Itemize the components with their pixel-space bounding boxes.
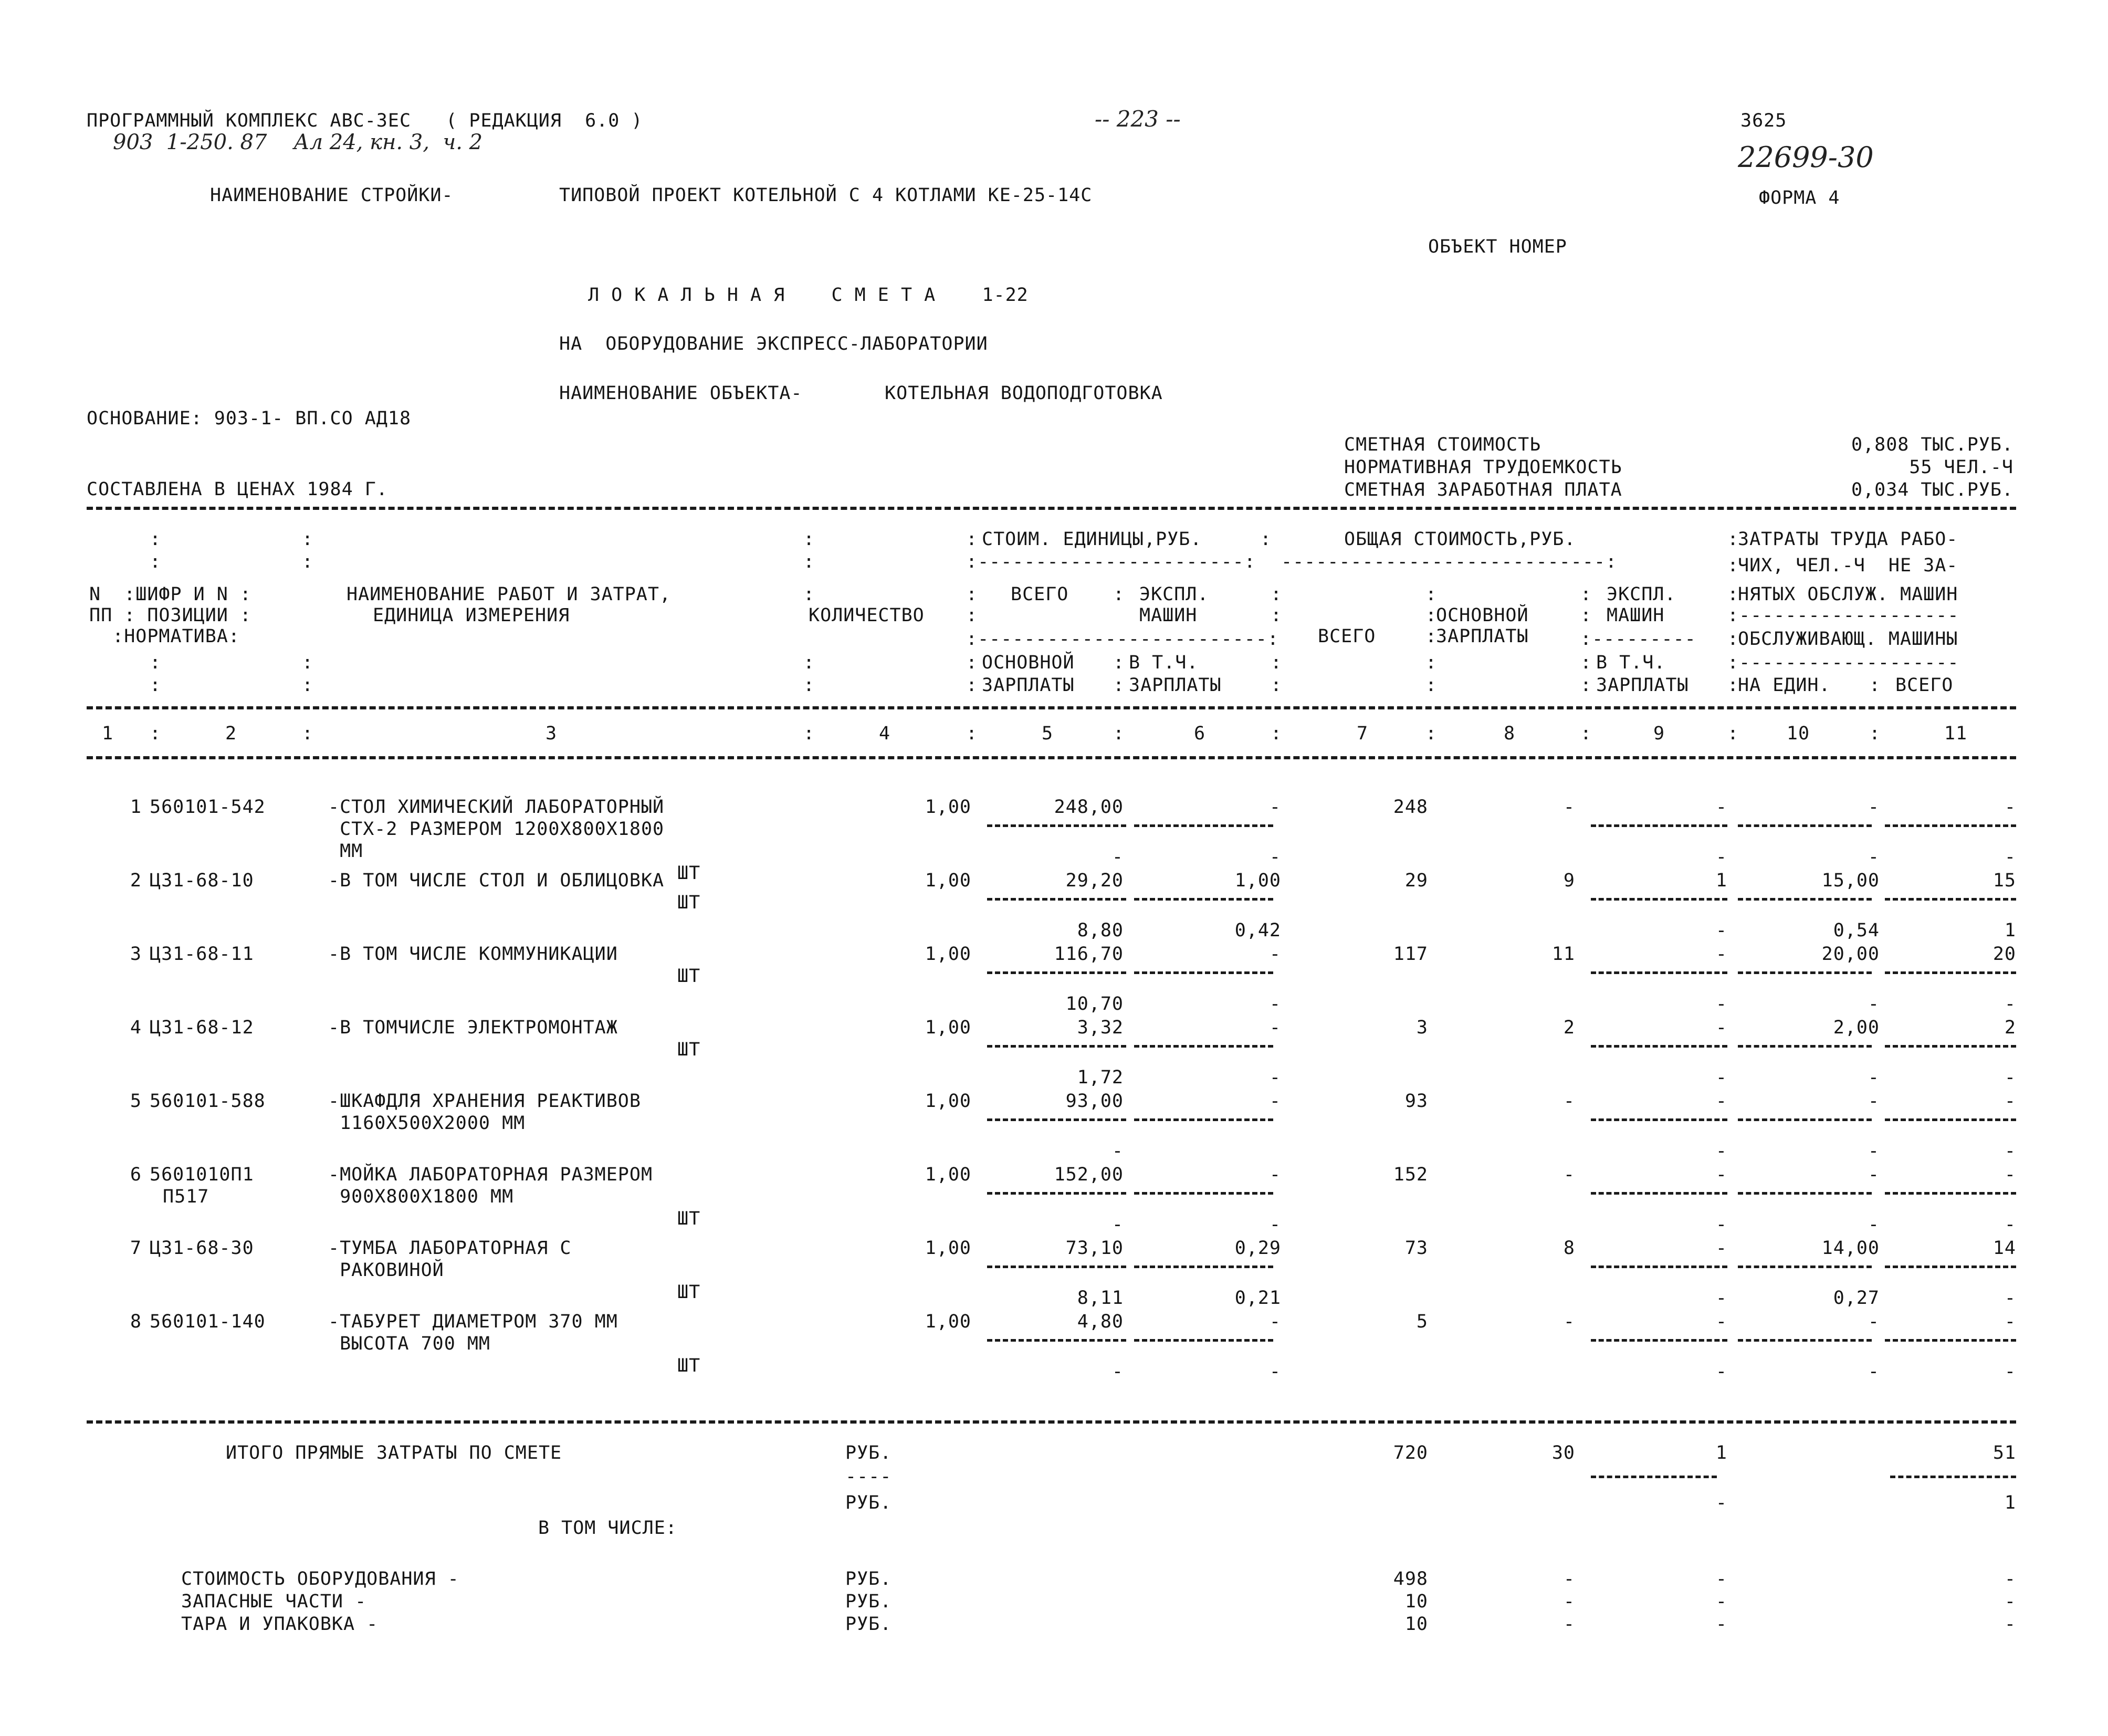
row-labor-unit: 14,00 — [1821, 1238, 1880, 1259]
row-subrule — [1134, 1045, 1273, 1048]
row-subrule — [1591, 1118, 1727, 1121]
row-description: ММ — [328, 841, 363, 862]
column-number: 2 — [225, 723, 237, 744]
row-unit-machines: - — [1269, 1164, 1281, 1185]
totals-col11-b: 1 — [2004, 1492, 2016, 1513]
row-subrule — [1738, 1339, 1872, 1342]
header-labor-unit: НА ЕДИН. — [1738, 675, 1831, 696]
summary-label-labor: НОРМАТИВНАЯ ТРУДОЕМКОСТЬ — [1344, 457, 1622, 478]
row-unit-wages: - — [1111, 846, 1124, 867]
row-quantity: 1,00 — [925, 1238, 971, 1259]
row-subrule — [1738, 1118, 1872, 1121]
row-subrule — [1591, 1339, 1727, 1342]
row-total: 93 — [1404, 1091, 1428, 1112]
row-total-machines: - — [1715, 1164, 1727, 1185]
row-labor-machines-unit: - — [1868, 846, 1880, 867]
row-subrule — [1134, 824, 1273, 827]
row-labor-unit: 2,00 — [1833, 1017, 1880, 1038]
totals-col9: 1 — [1715, 1442, 1727, 1463]
row-unit-total: 152,00 — [1054, 1164, 1124, 1185]
row-subrule — [1591, 1266, 1727, 1268]
header-unit-wages: ОСНОВНОЙ — [982, 652, 1075, 673]
row-unit-total: 3,32 — [1077, 1017, 1124, 1038]
object-name-value: КОТЕЛЬНАЯ ВОДОПОДГОТОВКА — [885, 383, 1163, 404]
row-subrule — [987, 1339, 1126, 1342]
row-subrule — [1134, 1339, 1273, 1342]
row-unit-machines: - — [1269, 1017, 1281, 1038]
row-labor-machines-total: - — [2004, 1288, 2016, 1309]
row-total-machine-wages: - — [1715, 920, 1727, 941]
row-subrule — [1885, 1192, 2016, 1195]
row-subrule — [1738, 1045, 1872, 1048]
header-unit-machines: ЭКСПЛ. — [1139, 584, 1209, 605]
row-unit: ШТ — [677, 1282, 701, 1303]
summary-value-cost: 0,808 ТЫС.РУБ. — [1851, 434, 2013, 455]
totals-unit-2: РУБ. — [845, 1492, 892, 1513]
body-rule-bottom — [87, 1420, 2016, 1424]
packaging-col9: - — [1715, 1614, 1727, 1635]
row-subrule — [1885, 1266, 2016, 1268]
equipment-cost-col11: - — [2004, 1568, 2016, 1589]
row-labor-machines-unit: - — [1868, 1361, 1880, 1382]
object-number-label: ОБЪЕКТ НОМЕР — [1428, 236, 1567, 257]
spare-parts-col11: - — [2004, 1591, 2016, 1612]
column-number: 1 — [101, 723, 114, 744]
equipment-cost-unit: РУБ. — [845, 1568, 892, 1589]
row-unit: ШТ — [677, 1039, 701, 1060]
header-total-machine-wages: В Т.Ч. — [1596, 652, 1666, 673]
totals-label: ИТОГО ПРЯМЫЕ ЗАТРАТЫ ПО СМЕТЕ — [226, 1442, 562, 1463]
packaging-col7: 10 — [1404, 1614, 1428, 1635]
row-number: 4 — [130, 1017, 142, 1038]
header-labor-total: ВСЕГО — [1895, 675, 1954, 696]
row-unit-wages: - — [1111, 1214, 1124, 1235]
row-total-machines: - — [1715, 1091, 1727, 1112]
row-code: Ц31-68-30 — [150, 1238, 254, 1259]
header-col1-line4: ПП : ПОЗИЦИИ : — [89, 605, 252, 626]
row-subrule — [1738, 1266, 1872, 1268]
header-total-cost-title: ОБЩАЯ СТОИМОСТЬ,РУБ. — [1344, 529, 1576, 550]
header-col1-line5: :НОРМАТИВА: — [89, 626, 240, 647]
header-total-wages: ОСНОВНОЙ — [1436, 605, 1529, 626]
row-unit-wages: 8,80 — [1077, 920, 1124, 941]
row-description: -СТОЛ ХИМИЧЕСКИЙ ЛАБОРАТОРНЫЙ — [328, 797, 665, 818]
header-col3-unit: ЕДИНИЦА ИЗМЕРЕНИЯ — [373, 605, 570, 626]
row-unit: ШТ — [677, 892, 701, 913]
row-labor-machines-unit: 0,27 — [1833, 1288, 1880, 1309]
row-quantity: 1,00 — [925, 1091, 971, 1112]
header-rule-bottom — [87, 756, 2016, 759]
column-number: 8 — [1503, 723, 1516, 744]
row-quantity: 1,00 — [925, 1017, 971, 1038]
totals-col9-rule — [1591, 1476, 1717, 1478]
header-rule-top — [87, 507, 2016, 510]
row-labor-total: 2 — [2004, 1017, 2016, 1038]
spare-parts-col7: 10 — [1404, 1591, 1428, 1612]
row-code: 560101-542 — [150, 797, 266, 818]
row-labor-machines-unit: - — [1868, 1214, 1880, 1235]
row-labor-machines-total: - — [2004, 846, 2016, 867]
row-subrule — [1738, 824, 1872, 827]
row-total-machines: - — [1715, 944, 1727, 965]
row-labor-total: - — [2004, 797, 2016, 818]
row-subrule — [1738, 1192, 1872, 1195]
basis-line: ОСНОВАНИЕ: 903-1- ВП.СО АД18 — [87, 408, 412, 429]
row-code: 560101-588 — [150, 1091, 266, 1112]
row-subrule — [987, 971, 1126, 974]
row-quantity: 1,00 — [925, 1311, 971, 1332]
row-total-machines: - — [1715, 1311, 1727, 1332]
row-unit-wages: 10,70 — [1065, 994, 1124, 1015]
column-number: 9 — [1653, 723, 1665, 744]
row-subrule — [987, 1192, 1126, 1195]
row-subrule — [987, 824, 1126, 827]
summary-value-wages: 0,034 ТЫС.РУБ. — [1851, 479, 2013, 500]
header-labor-machines: ОБСЛУЖИВАЮЩ. МАШИНЫ — [1738, 629, 1958, 650]
row-code: Ц31-68-12 — [150, 1017, 254, 1038]
header-labor-title-1: ЗАТРАТЫ ТРУДА РАБО- — [1738, 529, 1958, 550]
totals-col9-b: - — [1715, 1492, 1727, 1513]
row-labor-total: - — [2004, 1091, 2016, 1112]
header-col1-line3: N :ШИФР И N : — [89, 584, 252, 605]
header-unit-total: ВСЕГО — [1011, 584, 1069, 605]
row-total-wages: - — [1563, 1311, 1575, 1332]
row-description: РАКОВИНОЙ — [328, 1260, 444, 1281]
row-unit-wages: 8,11 — [1077, 1288, 1124, 1309]
estimate-title: Л О К А Л Ь Н А Я С М Е Т А 1-22 — [588, 285, 1029, 306]
row-total: 3 — [1416, 1017, 1428, 1038]
row-total-machines: - — [1715, 1017, 1727, 1038]
row-code: 5601010П1 — [150, 1164, 254, 1185]
row-total: 248 — [1393, 797, 1428, 818]
header-unit-cost-title: СТОИМ. ЕДИНИЦЫ,РУБ. — [982, 529, 1202, 550]
row-subrule — [1134, 1118, 1273, 1121]
header-unit-machine-wages-2: ЗАРПЛАТЫ — [1129, 675, 1222, 696]
totals-col11: 51 — [1992, 1442, 2016, 1463]
row-number: 1 — [130, 797, 142, 818]
row-total-machine-wages: - — [1715, 1067, 1727, 1088]
row-number: 7 — [130, 1238, 142, 1259]
totals-col7: 720 — [1393, 1442, 1428, 1463]
row-subrule — [987, 1045, 1126, 1048]
row-unit-machine-wages: - — [1269, 1361, 1281, 1382]
row-code: 560101-140 — [150, 1311, 266, 1332]
row-subrule — [1591, 971, 1727, 974]
handwritten-reference: 903 1-250. 87 Ал 24, кн. 3, ч. 2 — [113, 130, 483, 154]
row-labor-unit: - — [1868, 1164, 1880, 1185]
row-unit-machines: - — [1269, 944, 1281, 965]
including-label: В ТОМ ЧИСЛЕ: — [538, 1518, 677, 1539]
row-number: 8 — [130, 1311, 142, 1332]
row-unit-wages: - — [1111, 1141, 1124, 1162]
row-labor-total: 14 — [1992, 1238, 2016, 1259]
row-total: 117 — [1393, 944, 1428, 965]
row-labor-total: 20 — [1992, 944, 2016, 965]
row-labor-machines-unit: 0,54 — [1833, 920, 1880, 941]
packaging-label: ТАРА И УПАКОВКА - — [181, 1614, 379, 1635]
row-total: 152 — [1393, 1164, 1428, 1185]
row-total-machine-wages: - — [1715, 846, 1727, 867]
column-number: 7 — [1356, 723, 1369, 744]
row-subrule — [987, 1118, 1126, 1121]
column-number: 11 — [1944, 723, 1968, 744]
row-total-machines: 1 — [1715, 870, 1727, 891]
packaging-col8: - — [1563, 1614, 1575, 1635]
row-subrule — [1885, 971, 2016, 974]
row-code: Ц31-68-10 — [150, 870, 254, 891]
row-number: 2 — [130, 870, 142, 891]
top-right-number: 3625 — [1740, 110, 1787, 131]
row-subrule — [1134, 898, 1273, 901]
row-unit-total: 93,00 — [1065, 1091, 1124, 1112]
row-unit-machine-wages: 0,42 — [1234, 920, 1281, 941]
row-unit-total: 4,80 — [1077, 1311, 1124, 1332]
row-labor-machines-unit: - — [1868, 994, 1880, 1015]
row-labor-machines-unit: - — [1868, 1067, 1880, 1088]
row-description: -ШКАФДЛЯ ХРАНЕНИЯ РЕАКТИВОВ — [328, 1091, 641, 1112]
row-unit-machine-wages: - — [1269, 846, 1281, 867]
row-total-machine-wages: - — [1715, 1288, 1727, 1309]
row-description: -ТАБУРЕТ ДИАМЕТРОМ 370 ММ — [328, 1311, 618, 1332]
totals-col8: 30 — [1551, 1442, 1575, 1463]
row-description: -ТУМБА ЛАБОРАТОРНАЯ С — [328, 1238, 572, 1259]
header-total-machines: ЭКСПЛ. — [1607, 584, 1676, 605]
row-unit-machines: 1,00 — [1234, 870, 1281, 891]
row-total-wages: 2 — [1563, 1017, 1575, 1038]
header-unit-machine-wages: В Т.Ч. — [1129, 652, 1199, 673]
row-total-machines: - — [1715, 797, 1727, 818]
header-labor-title-2: ЧИХ, ЧЕЛ.-Ч НЕ ЗА- — [1738, 555, 1958, 576]
row-unit-machine-wages: 0,21 — [1234, 1288, 1281, 1309]
row-total-wages: 11 — [1551, 944, 1575, 965]
spare-parts-unit: РУБ. — [845, 1591, 892, 1612]
estimate-sheet: ПРОГРАММНЫЙ КОМПЛЕКС АВС-ЗЕС ( РЕДАКЦИЯ 6.0 ) 903 1-250. 87 Ал 24, кн. 3, ч. 2 -- 223 -- 3625 22699-30 НАИМЕНОВАНИЕ СТРОЙКИ- ТИПОВОЙ ПРОЕКТ КОТЕЛЬНОЙ С 4 КОТЛАМИ КЕ-25-14С ФОРМА 4 ОБЪЕКТ НОМЕР Л О К А Л Ь Н А Я С М Е Т А 1-22 НА ОБОРУДОВАНИЕ ЭКСПРЕСС-ЛАБОРАТОРИИ НАИМЕНОВАНИЕ ОБЪЕКТА- КОТЕЛЬНАЯ ВОДОПОДГОТОВКА ОСНОВАНИЕ: 903-1- ВП.СО АД18 СМЕТНАЯ СТОИМОСТЬ НОРМАТИВНАЯ ТРУДОЕМКОСТЬ СМЕТНАЯ ЗАРАБОТНАЯ ПЛАТА 0,808 ТЫС.РУБ. 55 ЧЕЛ.-Ч 0,034 ТЫС.РУБ. СОСТАВЛЕНА В ЦЕНАХ 1984 Г. : : : : N :ШИФР И N : ПП : ПОЗИЦИИ : :НОРМАТИВА: : : : : НАИМЕНОВАНИЕ РАБОТ И ЗАТРАТ, ЕДИНИЦА ИЗМЕРЕНИЯ : : : : : КОЛИЧЕСТВО : : СТОИМ. ЕДИНИЦЫ,РУБ. : :-----------------------: : ВСЕГО : ЭКСПЛ. МАШИН : : :-------------------------: : ОСНОВНОЙ : ЗАРПЛАТЫ : : В Т.Ч. ЗАРПЛАТЫ : : ОБЩАЯ СТОИМОСТЬ,РУБ. ----------------------------: : ВСЕГО : ОСНОВНОЙ : ЗАРПЛАТЫ : : : ЭКСПЛ. : МАШИН :--------- : В Т.Ч. : ЗАРПЛАТЫ : ЗАТРАТЫ ТРУДА РАБО- : ЧИХ, ЧЕЛ.-Ч НЕ ЗА- : НЯТЫХ ОБСЛУЖ. МАШИН :------------------- : ОБСЛУЖИВАЮЩ. МАШИНЫ :------------------- : НА ЕДИН. : ВСЕГО 1 : 2 : 3 : 4 : 5 : 6 : 7 : 8 : 9 : 10 : 11 1 560101-542 -СТОЛ ХИМИЧЕСКИЙ ЛАБОРАТОРНЫЙ СТХ-2 РАЗМЕРОМ 1200Х800Х1800 ММ ШТ 1,00 248,00 - 248 - - - - - - - - - 2 Ц31-68-10 -В ТОМ ЧИСЛЕ СТОЛ И ОБЛИЦОВКА ШТ 1,00 29,20 1,00 29 9 1 15,00 15 8,80 0,42 - 0,54 1 3 Ц31-68-11 -В ТОМ ЧИСЛЕ КОММУНИКАЦИИ ШТ 1,00 116,70 - 117 11 - 20,00 20 10,70 - - - - 4 Ц31-68-12 -В ТОМЧИСЛЕ ЭЛЕКТРОМОНТАЖ ШТ 1,00 3,32 - 3 2 - 2,00 2 1,72 - - - - 5 560101-588 -ШКАФДЛЯ ХРАНЕНИЯ РЕАКТИВОВ 1160Х500Х2000 ММ 1,00 93,00 - 93 - - - - - - - - 6 5601010П1 П517 -МОЙКА ЛАБОРАТОРНАЯ РАЗМЕРОМ 900Х800Х1800 ММ ШТ 1,00 152,00 - 152 - - - - - - - - - 7 Ц31-68-30 -ТУМБА ЛАБОРАТОРНАЯ С РАКОВИНОЙ ШТ 1,00 73,10 0,29 73 8 - 14,00 14 8,11 0,21 - 0,27 - 8 560101-140 -ТАБУРЕТ ДИАМЕТРОМ 370 ММ ВЫСОТА 700 ММ ШТ 1,00 4,80 - 5 - - - - - - - - - ИТОГО ПРЯМЫЕ ЗАТРАТЫ ПО СМЕТЕ РУБ. ---- 720 30 1 51 РУБ. - 1 В ТОМ ЧИСЛЕ: СТОИМОСТЬ ОБОРУДОВАНИЯ - РУБ. 498 - - - ЗАПАСНЫЕ ЧАСТИ - РУБ. 10 - - - ТАРА И УПАКОВКА - РУБ. 10 - - - — [87, 106, 2016, 1635]
spare-parts-col8: - — [1563, 1591, 1575, 1612]
row-quantity: 1,00 — [925, 1164, 971, 1185]
row-unit-machine-wages: - — [1269, 994, 1281, 1015]
page-number: -- 223 -- — [1095, 106, 1181, 132]
row-subrule — [1591, 1192, 1727, 1195]
row-subrule — [1134, 1192, 1273, 1195]
row-unit-machines: 0,29 — [1234, 1238, 1281, 1259]
row-unit-machine-wages: - — [1269, 1067, 1281, 1088]
construction-label: НАИМЕНОВАНИЕ СТРОЙКИ- — [210, 185, 454, 206]
row-unit: ШТ — [677, 1355, 701, 1376]
header-total-machine-wages-2: ЗАРПЛАТЫ — [1596, 675, 1689, 696]
header-unit-machines-2: МАШИН — [1139, 605, 1198, 626]
summary-label-wages: СМЕТНАЯ ЗАРАБОТНАЯ ПЛАТА — [1344, 479, 1622, 500]
row-total-machine-wages: - — [1715, 1361, 1727, 1382]
spare-parts-label: ЗАПАСНЫЕ ЧАСТИ - — [181, 1591, 367, 1612]
row-total-machine-wages: - — [1715, 1141, 1727, 1162]
row-total-wages: - — [1563, 797, 1575, 818]
row-description: -В ТОМ ЧИСЛЕ КОММУНИКАЦИИ — [328, 944, 618, 965]
row-unit-total: 248,00 — [1054, 797, 1124, 818]
row-total-machine-wages: - — [1715, 1214, 1727, 1235]
row-labor-total: - — [2004, 1311, 2016, 1332]
row-subrule — [1738, 971, 1872, 974]
row-total-machines: - — [1715, 1238, 1727, 1259]
row-description: СТХ-2 РАЗМЕРОМ 1200Х800Х1800 — [328, 819, 665, 840]
row-unit-total: 29,20 — [1065, 870, 1124, 891]
column-number: 6 — [1193, 723, 1206, 744]
row-labor-machines-total: - — [2004, 1361, 2016, 1382]
column-number: 5 — [1041, 723, 1054, 744]
document-number: 22699-30 — [1738, 141, 1874, 174]
row-unit: ШТ — [677, 966, 701, 987]
row-subrule — [1134, 971, 1273, 974]
row-labor-unit: 15,00 — [1821, 870, 1880, 891]
row-description: 900Х800Х1800 ММ — [328, 1186, 514, 1207]
row-subrule — [1591, 1045, 1727, 1048]
row-description: ВЫСОТА 700 ММ — [328, 1333, 491, 1354]
summary-label-cost: СМЕТНАЯ СТОИМОСТЬ — [1344, 434, 1541, 455]
column-number: 3 — [545, 723, 558, 744]
row-labor-machines-total: 1 — [2004, 920, 2016, 941]
row-subrule — [1738, 898, 1872, 901]
row-code: Ц31-68-11 — [150, 944, 254, 965]
header-total-all: ВСЕГО — [1318, 626, 1376, 647]
row-total-machine-wages: - — [1715, 994, 1727, 1015]
row-labor-machines-total: - — [2004, 1067, 2016, 1088]
row-subrule — [1885, 1045, 2016, 1048]
row-labor-unit: - — [1868, 1091, 1880, 1112]
row-quantity: 1,00 — [925, 944, 971, 965]
header-unit-wages-2: ЗАРПЛАТЫ — [982, 675, 1075, 696]
row-unit-machines: - — [1269, 1091, 1281, 1112]
row-total-wages: - — [1563, 1164, 1575, 1185]
column-number: 4 — [878, 723, 891, 744]
packaging-unit: РУБ. — [845, 1614, 892, 1635]
construction-value: ТИПОВОЙ ПРОЕКТ КОТЕЛЬНОЙ С 4 КОТЛАМИ КЕ-25-14С — [559, 185, 1093, 206]
row-number: 3 — [130, 944, 142, 965]
row-quantity: 1,00 — [925, 797, 971, 818]
equipment-cost-col9: - — [1715, 1568, 1727, 1589]
equipment-cost-col8: - — [1563, 1568, 1575, 1589]
object-name-label: НАИМЕНОВАНИЕ ОБЪЕКТА- — [559, 383, 803, 404]
program-line: ПРОГРАММНЫЙ КОМПЛЕКС АВС-ЗЕС ( РЕДАКЦИЯ 6.0 ) — [87, 110, 643, 131]
row-description: -В ТОМ ЧИСЛЕ СТОЛ И ОБЛИЦОВКА — [328, 870, 665, 891]
summary-value-labor: 55 ЧЕЛ.-Ч — [1909, 457, 2013, 478]
row-labor-total: - — [2004, 1164, 2016, 1185]
price-basis: СОСТАВЛЕНА В ЦЕНАХ 1984 Г. — [87, 479, 388, 500]
header-rule-middle — [87, 706, 2016, 709]
row-quantity: 1,00 — [925, 870, 971, 891]
row-labor-machines-total: - — [2004, 1141, 2016, 1162]
row-description: 1160Х500Х2000 ММ — [328, 1113, 526, 1134]
row-code-continued: П517 — [163, 1186, 209, 1207]
row-unit-wages: - — [1111, 1361, 1124, 1382]
packaging-col11: - — [2004, 1614, 2016, 1635]
row-unit-machines: - — [1269, 797, 1281, 818]
row-unit-machine-wages: - — [1269, 1214, 1281, 1235]
row-labor-unit: - — [1868, 1311, 1880, 1332]
estimate-subtitle: НА ОБОРУДОВАНИЕ ЭКСПРЕСС-ЛАБОРАТОРИИ — [559, 333, 988, 354]
row-total-wages: 8 — [1563, 1238, 1575, 1259]
row-description: -МОЙКА ЛАБОРАТОРНАЯ РАЗМЕРОМ — [328, 1164, 653, 1185]
row-subrule — [1591, 824, 1727, 827]
spare-parts-col9: - — [1715, 1591, 1727, 1612]
row-total-wages: 9 — [1563, 870, 1575, 891]
form-label: ФОРМА 4 — [1759, 187, 1840, 208]
row-labor-machines-total: - — [2004, 994, 2016, 1015]
row-total: 73 — [1404, 1238, 1428, 1259]
row-labor-total: 15 — [1992, 870, 2016, 891]
row-unit: ШТ — [677, 1208, 701, 1229]
row-subrule — [987, 1266, 1126, 1268]
row-subrule — [1885, 1118, 2016, 1121]
row-labor-unit: 20,00 — [1821, 944, 1880, 965]
header-total-wages-2: ЗАРПЛАТЫ — [1436, 626, 1529, 647]
row-unit: ШТ — [677, 863, 701, 884]
totals-col11-rule — [1890, 1476, 2016, 1478]
row-number: 6 — [130, 1164, 142, 1185]
row-unit-total: 116,70 — [1054, 944, 1124, 965]
row-subrule — [1134, 1266, 1273, 1268]
header-labor-title-3: НЯТЫХ ОБСЛУЖ. МАШИН — [1738, 584, 1958, 605]
equipment-cost-col7: 498 — [1393, 1568, 1428, 1589]
row-labor-unit: - — [1868, 797, 1880, 818]
row-total-wages: - — [1563, 1091, 1575, 1112]
row-total: 29 — [1404, 870, 1428, 891]
row-number: 5 — [130, 1091, 142, 1112]
row-subrule — [1885, 824, 2016, 827]
row-labor-machines-unit: - — [1868, 1141, 1880, 1162]
row-total: 5 — [1416, 1311, 1428, 1332]
row-subrule — [1885, 1339, 2016, 1342]
row-labor-machines-total: - — [2004, 1214, 2016, 1235]
row-unit-wages: 1,72 — [1077, 1067, 1124, 1088]
row-subrule — [1885, 898, 2016, 901]
header-total-machines-2: МАШИН — [1607, 605, 1665, 626]
row-description: -В ТОМЧИСЛЕ ЭЛЕКТРОМОНТАЖ — [328, 1017, 618, 1038]
row-subrule — [987, 898, 1126, 901]
row-unit-machines: - — [1269, 1311, 1281, 1332]
column-number: 10 — [1786, 723, 1810, 744]
header-col3-title: НАИМЕНОВАНИЕ РАБОТ И ЗАТРАТ, — [347, 584, 672, 605]
header-quantity: КОЛИЧЕСТВО — [809, 605, 925, 626]
row-unit-total: 73,10 — [1065, 1238, 1124, 1259]
row-subrule — [1591, 898, 1727, 901]
totals-unit: РУБ. — [845, 1442, 892, 1463]
equipment-cost-label: СТОИМОСТЬ ОБОРУДОВАНИЯ - — [181, 1568, 459, 1589]
